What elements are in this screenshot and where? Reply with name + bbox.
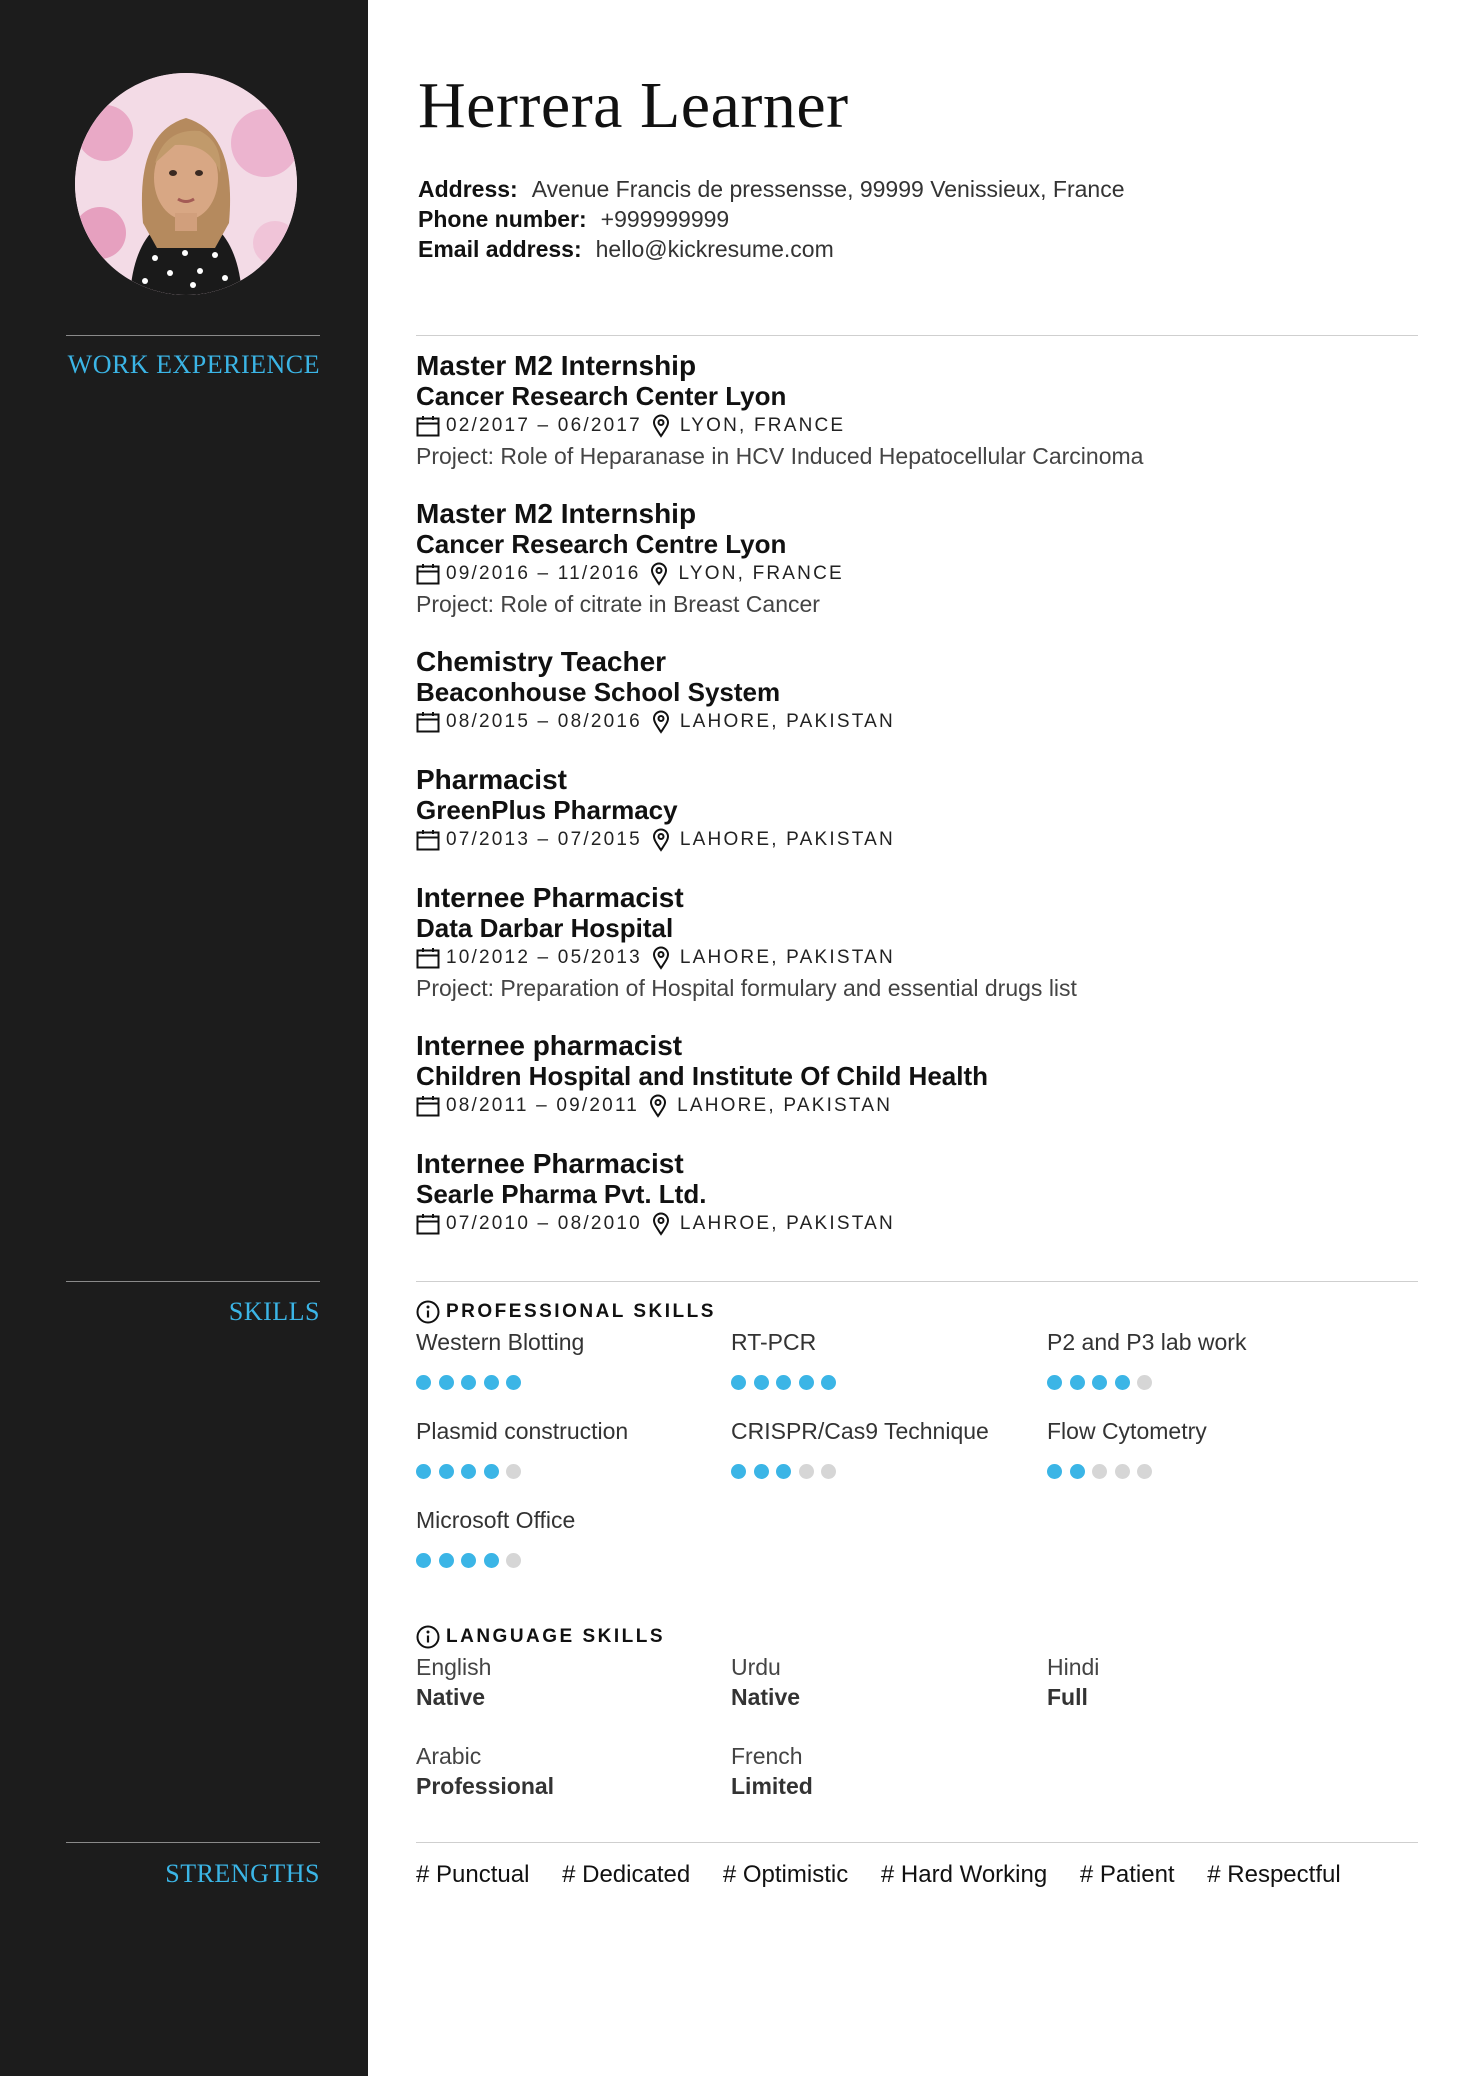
rating-dot-filled <box>416 1553 431 1568</box>
rating-dot-filled <box>1115 1375 1130 1390</box>
rating-dot-filled <box>416 1375 431 1390</box>
skill-item <box>416 1416 716 1479</box>
skill-rating <box>416 1553 716 1568</box>
job-dates: 10/2012 – 05/2013 <box>446 947 642 968</box>
rating-dot-filled <box>1092 1375 1107 1390</box>
rating-dot-filled <box>484 1553 499 1568</box>
job-location: LAHORE, PAKISTAN <box>679 829 895 850</box>
rating-dot-filled <box>776 1375 791 1390</box>
language-item <box>731 1741 1031 1801</box>
job-company: Data Darbar Hospital <box>416 913 674 943</box>
job-location: LAHORE, PAKISTAN <box>679 711 895 732</box>
job-location: LYON, FRANCE <box>679 415 846 436</box>
job-company: GreenPlus Pharmacy <box>416 795 678 825</box>
job-entry <box>416 1030 1416 1121</box>
job-meta <box>416 411 1416 441</box>
job-meta <box>416 1091 1416 1121</box>
strength-tag: # Patient <box>1079 1861 1175 1888</box>
job-meta <box>416 943 1416 973</box>
rating-dot-empty <box>1137 1464 1152 1479</box>
job-location: LAHORE, PAKISTAN <box>679 947 895 968</box>
job-dates: 08/2011 – 09/2011 <box>446 1095 640 1116</box>
job-dates: 07/2010 – 08/2010 <box>446 1213 642 1234</box>
rating-dot-filled <box>1070 1464 1085 1479</box>
job-title: Master M2 Internship <box>416 498 697 529</box>
rating-dot-filled <box>439 1464 454 1479</box>
contact-label: Phone number: <box>418 206 587 232</box>
sidebar <box>0 0 368 2076</box>
skill-rating <box>1047 1375 1347 1390</box>
contact-value: Avenue Francis de pressensse, 99999 Venissieux, France <box>531 176 1125 202</box>
skill-item <box>416 1505 716 1568</box>
calendar-icon <box>416 711 440 733</box>
job-title: Internee Pharmacist <box>416 1148 684 1179</box>
job-entry <box>416 350 1416 471</box>
section-divider <box>416 1281 1418 1282</box>
location-pin-icon <box>650 562 668 586</box>
language-item <box>1047 1652 1347 1712</box>
skill-item <box>1047 1327 1347 1390</box>
rating-dot-filled <box>506 1375 521 1390</box>
language-name: French <box>731 1743 803 1769</box>
strength-tag: # Hard Working <box>880 1861 1048 1888</box>
rating-dot-filled <box>821 1375 836 1390</box>
job-meta <box>416 1209 1416 1239</box>
skill-rating <box>416 1375 716 1390</box>
rating-dot-filled <box>416 1464 431 1479</box>
job-entry <box>416 498 1416 619</box>
language-name: English <box>416 1654 492 1680</box>
strength-tag: # Dedicated <box>562 1861 691 1888</box>
job-description: Project: Role of citrate in Breast Cancer <box>416 591 820 617</box>
job-location: LYON, FRANCE <box>678 563 844 584</box>
skill-item <box>416 1327 716 1390</box>
rating-dot-filled <box>1047 1375 1062 1390</box>
skill-rating <box>416 1464 716 1479</box>
rating-dot-filled <box>1070 1375 1085 1390</box>
skill-name: Microsoft Office <box>416 1507 576 1533</box>
language-item <box>416 1652 716 1712</box>
profile-photo <box>75 73 297 295</box>
rating-dot-filled <box>484 1375 499 1390</box>
location-pin-icon <box>652 710 670 734</box>
calendar-icon <box>416 1095 440 1117</box>
job-dates: 02/2017 – 06/2017 <box>446 415 642 436</box>
sidebar-divider <box>66 1281 320 1282</box>
skill-rating <box>731 1464 1031 1479</box>
info-icon <box>416 1300 440 1324</box>
job-company: Beaconhouse School System <box>416 677 781 707</box>
rating-dot-filled <box>776 1464 791 1479</box>
skill-rating <box>1047 1464 1347 1479</box>
location-pin-icon <box>652 828 670 852</box>
language-skills-heading <box>416 1624 665 1650</box>
job-location: LAHROE, PAKISTAN <box>679 1213 895 1234</box>
job-entry <box>416 764 1416 855</box>
contact-email <box>418 234 1125 264</box>
info-icon <box>416 1625 440 1649</box>
location-pin-icon <box>652 414 670 438</box>
section-heading-work: WORK EXPERIENCE <box>67 350 320 379</box>
skill-name: Western Blotting <box>416 1329 585 1355</box>
section-heading-skills: SKILLS <box>228 1297 320 1326</box>
rating-dot-filled <box>754 1375 769 1390</box>
language-item <box>731 1652 1031 1712</box>
job-dates: 07/2013 – 07/2015 <box>446 829 642 850</box>
rating-dot-filled <box>731 1464 746 1479</box>
rating-dot-filled <box>439 1553 454 1568</box>
language-level: Full <box>1047 1684 1088 1710</box>
job-title: Internee pharmacist <box>416 1030 683 1061</box>
location-pin-icon <box>652 1212 670 1236</box>
location-pin-icon <box>652 946 670 970</box>
rating-dot-filled <box>731 1375 746 1390</box>
language-level: Professional <box>416 1773 555 1799</box>
rating-dot-filled <box>484 1464 499 1479</box>
language-level: Native <box>416 1684 486 1710</box>
rating-dot-filled <box>461 1464 476 1479</box>
professional-skills-heading <box>416 1299 716 1325</box>
skill-name: CRISPR/Cas9 Technique <box>731 1418 989 1444</box>
job-entry <box>416 646 1416 737</box>
person-name: Herrera Learner <box>418 69 849 142</box>
rating-dot-empty <box>506 1553 521 1568</box>
language-item <box>416 1741 716 1801</box>
contact-label: Email address: <box>418 236 582 262</box>
job-meta <box>416 559 1416 589</box>
job-entry <box>416 882 1416 1003</box>
calendar-icon <box>416 947 440 969</box>
skill-rating <box>731 1375 1031 1390</box>
job-title: Chemistry Teacher <box>416 646 667 677</box>
language-level: Native <box>731 1684 801 1710</box>
skill-item <box>1047 1416 1347 1479</box>
contact-block <box>418 174 1125 264</box>
strength-tag: # Punctual <box>416 1861 530 1888</box>
section-heading-strengths: STRENGTHS <box>165 1859 320 1888</box>
contact-label: Address: <box>418 176 518 202</box>
job-company: Children Hospital and Institute Of Child Health <box>416 1061 989 1091</box>
job-dates: 09/2016 – 11/2016 <box>446 563 641 584</box>
sidebar-divider <box>66 1842 320 1843</box>
professional-skills-title: PROFESSIONAL SKILLS <box>446 1301 716 1322</box>
location-pin-icon <box>649 1094 667 1118</box>
rating-dot-empty <box>506 1464 521 1479</box>
rating-dot-filled <box>1047 1464 1062 1479</box>
contact-value: hello@kickresume.com <box>595 236 834 262</box>
language-name: Urdu <box>731 1654 781 1680</box>
language-name: Arabic <box>416 1743 482 1769</box>
calendar-icon <box>416 829 440 851</box>
rating-dot-empty <box>821 1464 836 1479</box>
job-entry <box>416 1148 1416 1239</box>
section-divider <box>416 335 1418 336</box>
rating-dot-empty <box>799 1464 814 1479</box>
calendar-icon <box>416 415 440 437</box>
contact-address <box>418 174 1125 204</box>
job-description: Project: Preparation of Hospital formulary and essential drugs list <box>416 975 1077 1001</box>
skill-item <box>731 1327 1031 1390</box>
rating-dot-filled <box>754 1464 769 1479</box>
job-title: Master M2 Internship <box>416 350 697 381</box>
rating-dot-filled <box>461 1375 476 1390</box>
job-location: LAHORE, PAKISTAN <box>677 1095 893 1116</box>
skill-name: Plasmid construction <box>416 1418 629 1444</box>
calendar-icon <box>416 1213 440 1235</box>
job-meta <box>416 707 1416 737</box>
job-company: Searle Pharma Pvt. Ltd. <box>416 1179 707 1209</box>
job-company: Cancer Research Centre Lyon <box>416 529 787 559</box>
calendar-icon <box>416 563 440 585</box>
section-divider <box>416 1842 1418 1843</box>
strengths-list <box>416 1860 1396 1890</box>
contact-value: +999999999 <box>600 206 730 232</box>
skill-name: RT-PCR <box>731 1329 817 1355</box>
skill-item <box>731 1416 1031 1479</box>
contact-phone <box>418 204 1125 234</box>
rating-dot-filled <box>461 1553 476 1568</box>
language-skills-title: LANGUAGE SKILLS <box>446 1626 666 1647</box>
strength-tag: # Optimistic <box>722 1861 849 1888</box>
job-dates: 08/2015 – 08/2016 <box>446 711 642 732</box>
rating-dot-empty <box>1137 1375 1152 1390</box>
skill-name: P2 and P3 lab work <box>1047 1329 1247 1355</box>
job-title: Pharmacist <box>416 764 567 795</box>
sidebar-divider <box>66 335 320 336</box>
rating-dot-empty <box>1115 1464 1130 1479</box>
rating-dot-filled <box>439 1375 454 1390</box>
job-company: Cancer Research Center Lyon <box>416 381 787 411</box>
rating-dot-empty <box>1092 1464 1107 1479</box>
strength-tag: # Respectful <box>1207 1861 1341 1888</box>
job-title: Internee Pharmacist <box>416 882 684 913</box>
profile-photo-image <box>75 73 297 295</box>
skill-name: Flow Cytometry <box>1047 1418 1207 1444</box>
language-level: Limited <box>731 1773 813 1799</box>
rating-dot-filled <box>799 1375 814 1390</box>
language-name: Hindi <box>1047 1654 1100 1680</box>
job-meta <box>416 825 1416 855</box>
job-description: Project: Role of Heparanase in HCV Induced Hepatocellular Carcinoma <box>416 443 1144 469</box>
